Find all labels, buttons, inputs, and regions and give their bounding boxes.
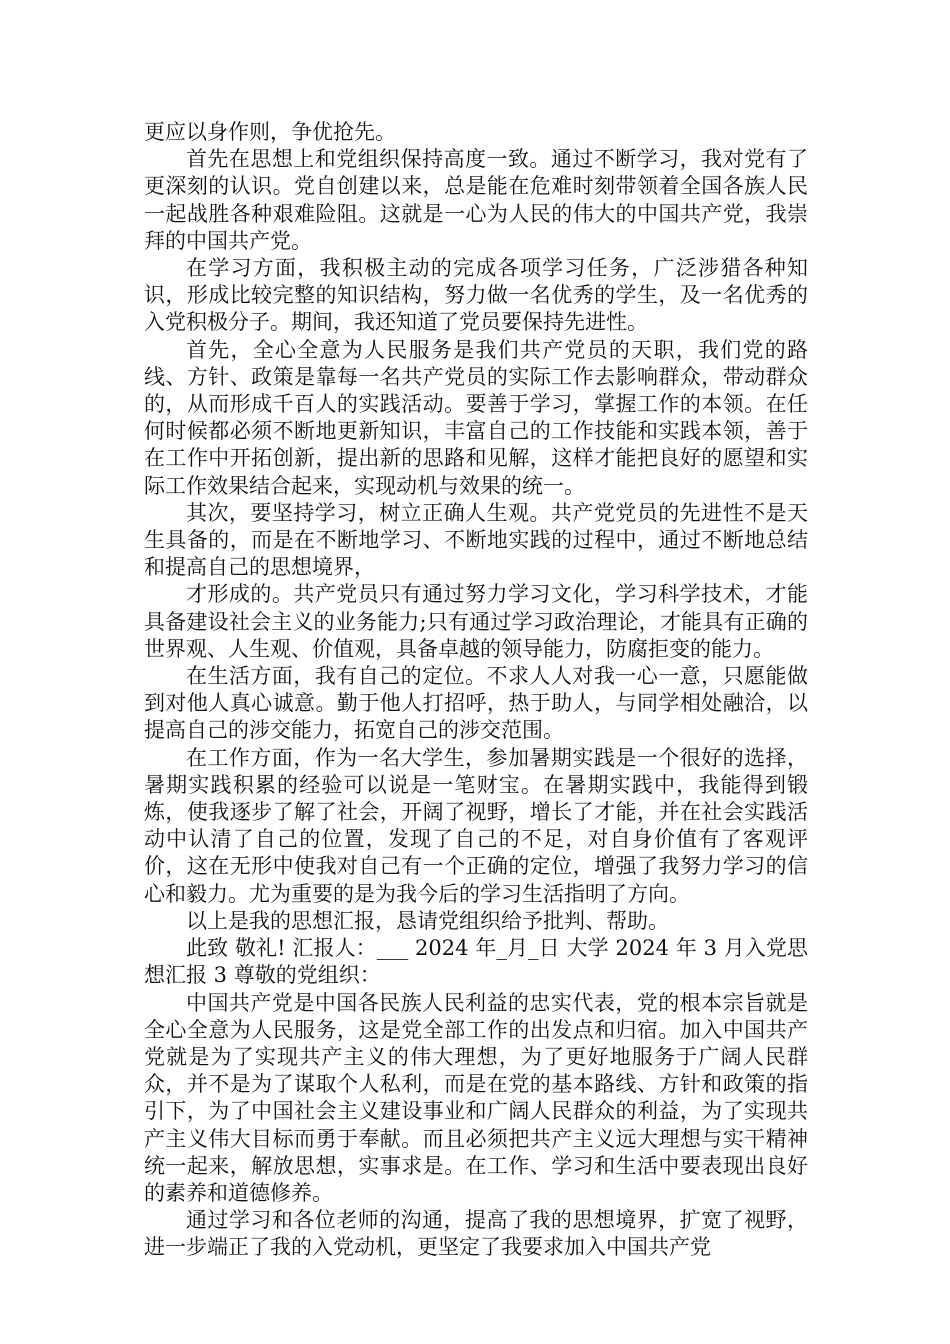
paragraph-5: 其次，要坚持学习，树立正确人生观。共产党党员的先进性不是天生具备的，而是在不断地学习、不断地实践的过程中，通过不断地总结和提高自己的思想境界， bbox=[144, 500, 808, 580]
paragraph-12: 通过学习和各位老师的沟通，提高了我的思想境界，扩宽了视野，进一步端正了我的入党动机，更坚定了我要求加入中国共产党 bbox=[144, 1208, 808, 1260]
document-page bbox=[144, 119, 808, 1262]
paragraph-2: 首先在思想上和党组织保持高度一致。通过不断学习，我对党有了更深刻的认识。党自创建以来，总是能在危难时刻带领着全国各族人民一起战胜各种艰难险阻。这就是一心为人民的伟大的中国共产党，我崇拜的中国共产党。 bbox=[144, 147, 808, 253]
paragraph-4: 首先，全心全意为人民服务是我们共产党员的天职，我们党的路线、方针、政策是靠每一名共产党员的实际工作去影响群众，带动群众的，从而形成千百人的实践活动。要善于学习，掌握工作的本领。在任何时候都必须不断地更新知识，丰富自己的工作技能和实践本领，善于在工作中开拓创新，提出新的思路和见解，这样才能把良好的愿望和实际工作效果结合起来，实现动机与效果的统一。 bbox=[144, 337, 808, 498]
paragraph-11: 中国共产党是中国各民族人民利益的忠实代表，党的根本宗旨就是全心全意为人民服务，这是党全部工作的出发点和归宿。加入中国共产党就是为了实现共产主义的伟大理想，为了更好地服务于广阔人民群众，并不是为了谋取个人私利，而是在党的基本路线、方针和政策的指引下，为了中国社会主义建设事业和广阔人民群众的利益，为了实现共产主义伟大目标而勇于奉献。而且必须把共产主义远大理想与实干精神统一起来，解放思想，实事求是。在工作、学习和生活中要表现出良好的素养和道德修养。 bbox=[144, 990, 808, 1205]
paragraph-6: 才形成的。共产党员只有通过努力学习文化，学习科学技术，才能具备建设社会主义的业务能力;只有通过学习政治理论，才能具有正确的世界观、人生观、价值观，具备卓越的领导能力，防腐拒变的能力。 bbox=[144, 582, 808, 661]
paragraph-9: 以上是我的思想汇报，恳请党组织给予批判、帮助。 bbox=[186, 908, 669, 933]
paragraph-8: 在工作方面，作为一名大学生，参加暑期实践是一个很好的选择，暑期实践积累的经验可以说是一笔财宝。在暑期实践中，我能得到锻炼，使我逐步了解了社会，开阔了视野，增长了才能，并在社会实践活动中认清了自己的位置，发现了自己的不足，对自身价值有了客观评价，这在无形中使我对自己有一个正确的定位，增强了我努力学习的信心和毅力。尤为重要的是为我今后的学习生活指明了方向。 bbox=[144, 745, 808, 906]
paragraph-10: 此致 敬礼! 汇报人：___ 2024 年_月_日 大学 2024 年 3 月入党思想汇报 3 尊敬的党组织： bbox=[144, 936, 808, 988]
paragraph-1: 更应以身作则，争优抢先。 bbox=[144, 120, 396, 144]
paragraph-7: 在生活方面，我有自己的定位。不求人人对我一心一意，只愿能做到对他人真心诚意。勤于他人打招呼，热于助人，与同学相处融洽，以提高自己的涉交能力，拓宽自己的涉交范围。 bbox=[144, 664, 808, 743]
paragraph-3: 在学习方面，我积极主动的完成各项学习任务，广泛涉猎各种知识，形成比较完整的知识结构，努力做一名优秀的学生，及一名优秀的入党积极分子。期间，我还知道了党员要保持先进性。 bbox=[144, 256, 808, 335]
